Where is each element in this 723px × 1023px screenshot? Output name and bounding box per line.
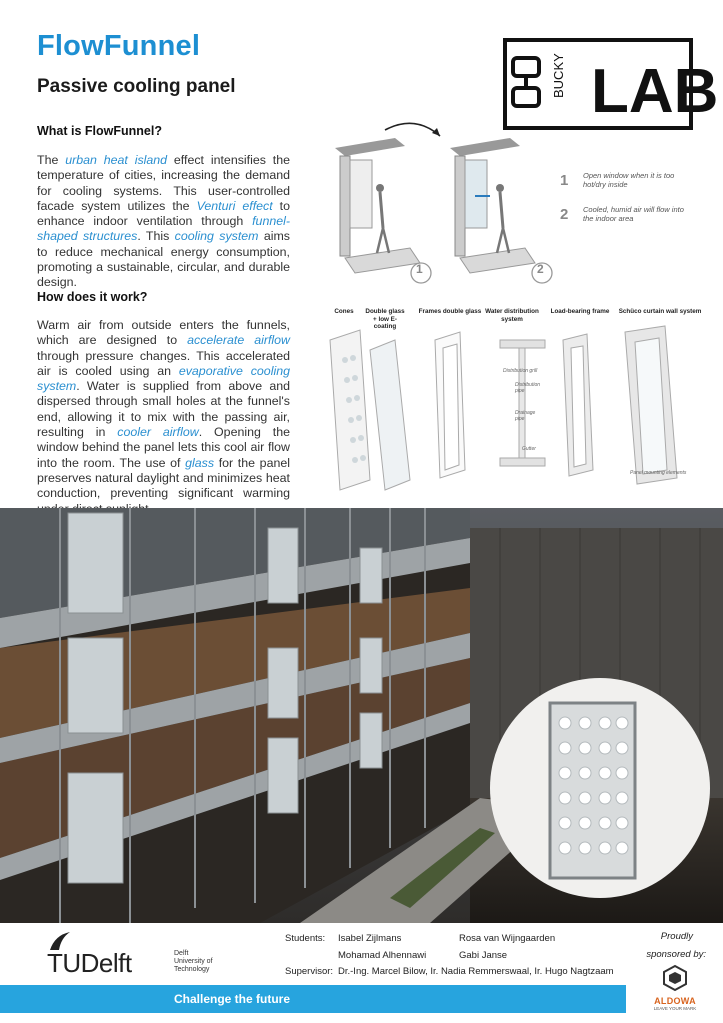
slogan-bar	[0, 985, 626, 1013]
facade-rendering	[0, 508, 723, 923]
exploded-panel-diagram	[325, 300, 703, 500]
student-3: Mohamad Alhennawi	[338, 950, 427, 961]
student-4: Gabi Janse	[459, 950, 508, 961]
label-frames-double-glass: Frames double glass	[418, 308, 482, 315]
tu-delft-subtext: Delft University of Technology	[174, 950, 213, 973]
sponsored-by-text: sponsored by:	[646, 949, 706, 960]
what-paragraph: The urban heat island effect intensifies the temperature of cities, increasing the demand for cooling systems. This user-controlled facade system utilizes the Venturi effect to enhance indoor ventilation through funnel-shaped structures. This cooling system aims to reduce mechanical energy consumption, promoting a sustainable, circular, and durable design.	[37, 153, 291, 290]
supervisors: Dr.-Ing. Marcel Bilow, Ir. Nadia Remmerswaal, Ir. Hugo Nagtzaam	[338, 966, 614, 977]
how-paragraph: Warm air from outside enters the funnels, which are designed to accelerate airflow through pressure changes. This accelerated air is cooled using an evaporative cooling system. Water is supplied from above and dispersed through small holes at the funnel's end, allowing it to mix with the passing air, resulting in cooler airflow. Opening the window behind the panel lets this cool air flow into the room. The use of glass for the panel preserves natural daylight and minimizes heat conduction, preventing significant warming	[37, 318, 291, 501]
sublabel-pipe: Distribution pipe	[515, 382, 541, 394]
step-1-note: Open window when it is too hot/dry inside	[583, 171, 675, 189]
section-heading-how: How does it work?	[37, 290, 148, 304]
sublabel-drainage: Drainage pipe	[515, 410, 536, 422]
label-double-glass: Double glass + low E-coating	[365, 308, 405, 330]
supervisor-label: Supervisor:	[285, 966, 334, 977]
step-1-circle-number: 1	[416, 262, 423, 276]
aldowa-logo	[640, 965, 710, 1017]
aldowa-tagline: LEAVE YOUR MARK	[653, 1006, 697, 1011]
student-1: Isabel Zijlmans	[338, 933, 402, 944]
step-2-number: 2	[560, 206, 569, 223]
logo-bucky-text: BUCKY	[551, 53, 566, 98]
page-subtitle: Passive cooling panel	[37, 76, 236, 97]
student-2: Rosa van Wijngaarden	[459, 933, 556, 944]
step-1-number: 1	[560, 172, 569, 189]
proudly-text: Proudly	[660, 931, 693, 942]
label-schuco-curtain-wall: Schüco curtain wall system	[618, 308, 702, 315]
aldowa-name: ALDOWA	[654, 996, 696, 1006]
step-2-note: Cooled, humid air will flow into the indoor area	[583, 205, 684, 223]
label-load-bearing-frame: Load-bearing frame	[550, 308, 610, 315]
step-2-circle-number: 2	[537, 262, 544, 276]
label-cones: Cones	[334, 308, 354, 315]
slogan-text: Challenge the future	[174, 992, 291, 1006]
section-heading-what: What is FlowFunnel?	[37, 124, 162, 138]
sublabel-grill: Distribution grill	[503, 368, 538, 374]
sublabel-mounting: Panel mounting elements	[630, 470, 687, 476]
aldowa-hexagon-icon	[662, 965, 688, 991]
page-title: FlowFunnel	[37, 30, 201, 62]
tu-delft-logo-text: TUDelft	[47, 948, 132, 978]
students-label: Students:	[285, 933, 326, 944]
label-water-distribution: Water distribution system	[485, 308, 539, 323]
usage-steps-diagram	[325, 118, 565, 288]
sublabel-gutter: Gutter	[522, 446, 536, 452]
bucky-lab-logo	[503, 38, 719, 130]
logo-lab-text: LAB	[591, 57, 719, 126]
